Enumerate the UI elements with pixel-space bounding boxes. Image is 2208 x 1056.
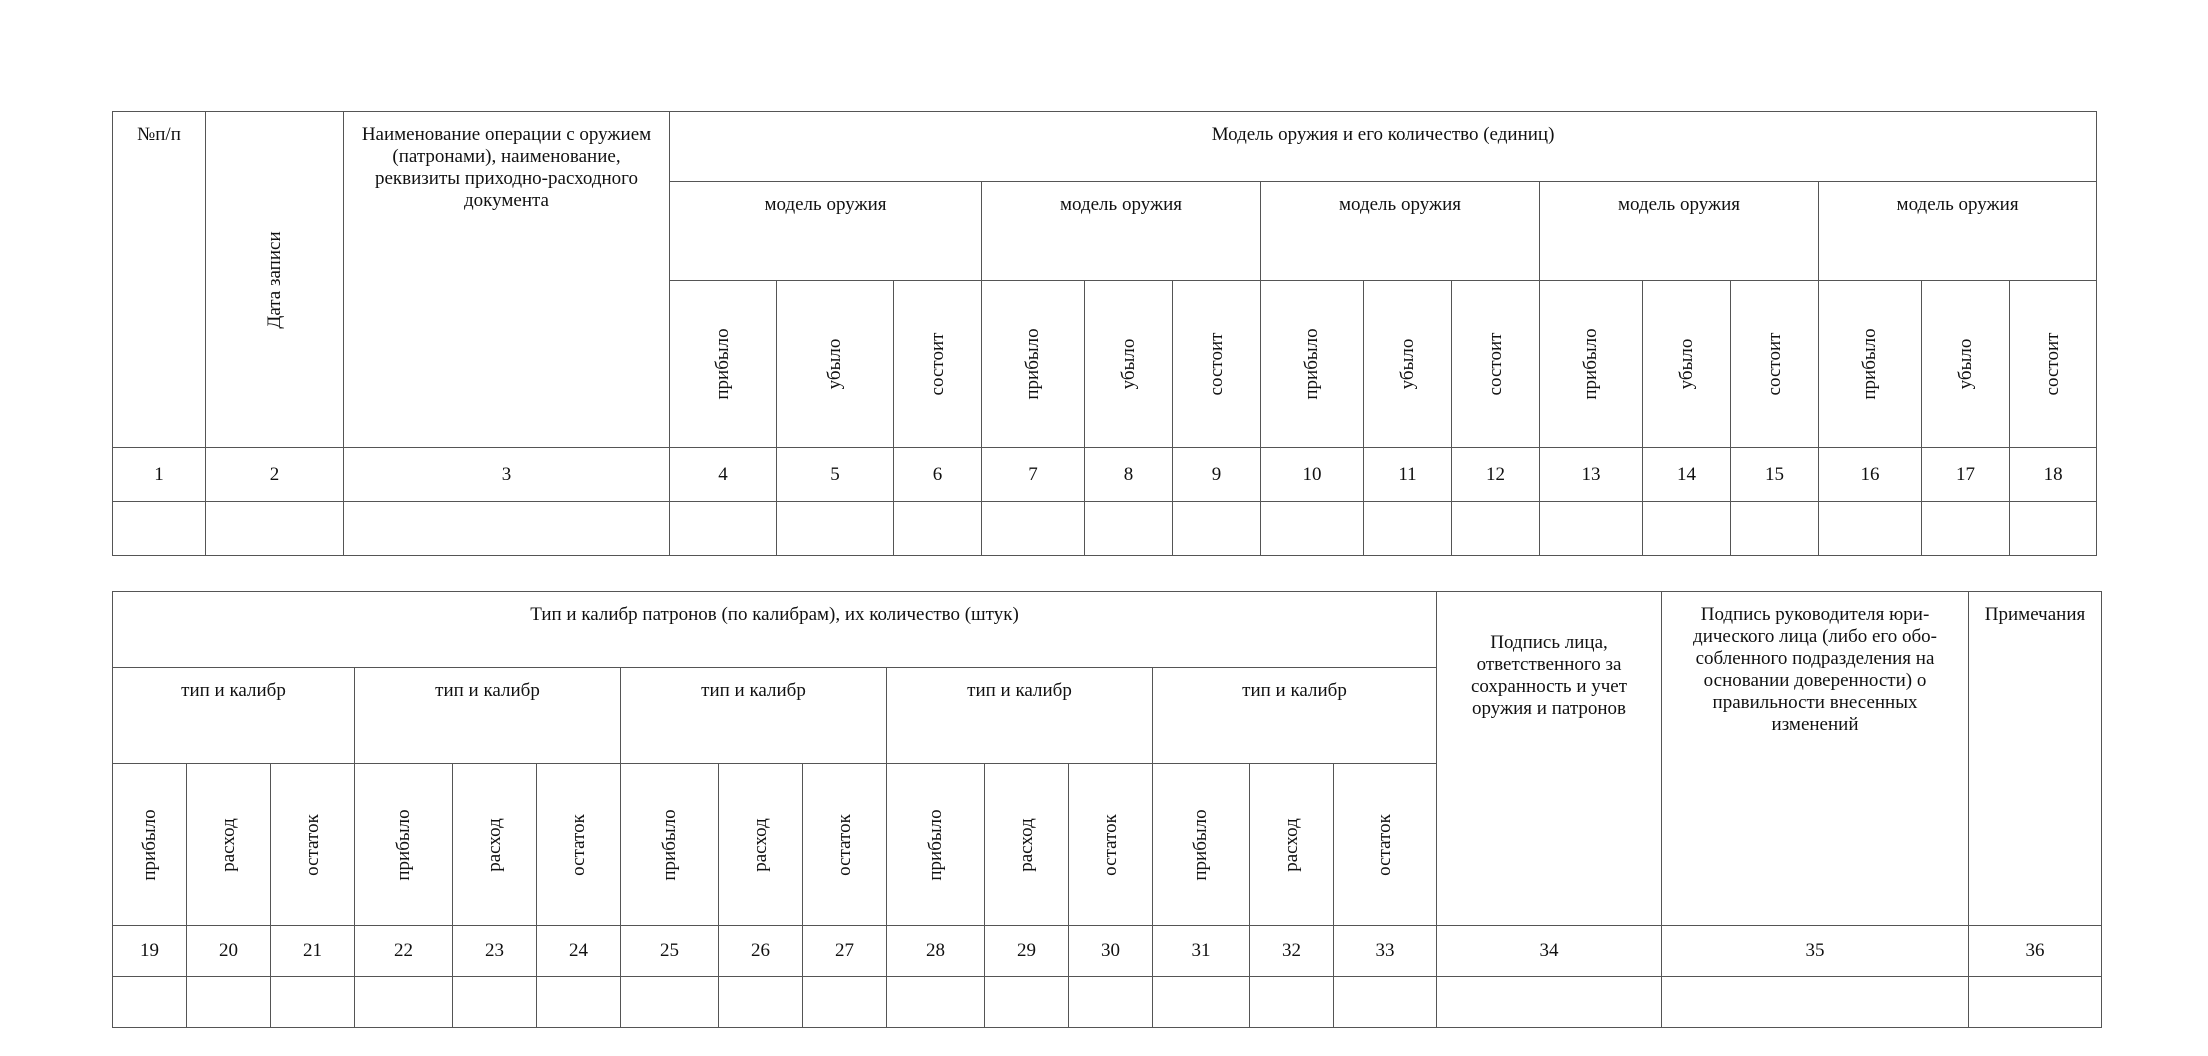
entry-cell[interactable] xyxy=(777,502,894,556)
header-head-signature: Подпись руководителя юри-дического лица (либо его обо-собленного подразделения на основании доверенности) о правильности внесенных изменений xyxy=(1662,592,1969,926)
column-number: 22 xyxy=(355,926,453,977)
header-balance: остаток xyxy=(271,764,355,926)
header-departed: убыло xyxy=(1922,281,2010,448)
entry-cell[interactable] xyxy=(355,977,453,1028)
header-caliber: тип и калибр xyxy=(887,668,1153,764)
column-number: 28 xyxy=(887,926,985,977)
entry-cell[interactable] xyxy=(1662,977,1969,1028)
header-expense: расход xyxy=(1250,764,1334,926)
entry-cell[interactable] xyxy=(1643,502,1731,556)
column-number: 33 xyxy=(1334,926,1437,977)
header-ammo-group: Тип и калибр патронов (по калибрам), их количество (штук) xyxy=(113,592,1437,668)
entry-cell[interactable] xyxy=(1969,977,2102,1028)
column-number: 6 xyxy=(894,448,982,502)
entry-cell[interactable] xyxy=(1085,502,1173,556)
column-number: 14 xyxy=(1643,448,1731,502)
column-number: 9 xyxy=(1173,448,1261,502)
header-weapon-model: модель оружия xyxy=(670,182,982,281)
entry-cell[interactable] xyxy=(2010,502,2097,556)
header-weapon-model: модель оружия xyxy=(982,182,1261,281)
header-arrived: прибыло xyxy=(1153,764,1250,926)
entry-cell[interactable] xyxy=(982,502,1085,556)
header-weapon-model: модель оружия xyxy=(1819,182,2097,281)
header-departed: убыло xyxy=(1643,281,1731,448)
entry-cell[interactable] xyxy=(1452,502,1540,556)
entry-cell[interactable] xyxy=(670,502,777,556)
column-number: 20 xyxy=(187,926,271,977)
table-row xyxy=(113,977,2102,1028)
column-number: 36 xyxy=(1969,926,2102,977)
entry-cell[interactable] xyxy=(1250,977,1334,1028)
header-arrived: прибыло xyxy=(113,764,187,926)
entry-cell[interactable] xyxy=(1173,502,1261,556)
header-on-hand: состоит xyxy=(2010,281,2097,448)
header-expense: расход xyxy=(187,764,271,926)
column-number: 27 xyxy=(803,926,887,977)
header-record-date: Дата записи xyxy=(206,112,344,448)
header-responsible-signature: Подпись лица, ответственного за сохранность и учет оружия и патронов xyxy=(1437,592,1662,926)
entry-cell[interactable] xyxy=(1819,502,1922,556)
column-number: 5 xyxy=(777,448,894,502)
column-number: 7 xyxy=(982,448,1085,502)
header-row-number: №п/п xyxy=(113,112,206,448)
header-balance: остаток xyxy=(803,764,887,926)
column-number: 1 xyxy=(113,448,206,502)
column-number: 3 xyxy=(344,448,670,502)
column-number: 29 xyxy=(985,926,1069,977)
header-on-hand: состоит xyxy=(1173,281,1261,448)
header-on-hand: состоит xyxy=(894,281,982,448)
weapons-register-table xyxy=(112,111,2097,556)
entry-cell[interactable] xyxy=(1069,977,1153,1028)
header-weapon-model: модель оружия xyxy=(1540,182,1819,281)
header-balance: остаток xyxy=(1069,764,1153,926)
header-weapon-model: модель оружия xyxy=(1261,182,1540,281)
column-number: 24 xyxy=(537,926,621,977)
header-departed: убыло xyxy=(1085,281,1173,448)
header-operation-name: Наименование операции с оружием (патронами), наименование, реквизиты приходно-расходного документа xyxy=(344,112,670,448)
entry-cell[interactable] xyxy=(719,977,803,1028)
entry-cell[interactable] xyxy=(621,977,719,1028)
entry-cell[interactable] xyxy=(1922,502,2010,556)
column-number: 23 xyxy=(453,926,537,977)
table-row xyxy=(113,502,2097,556)
header-caliber: тип и калибр xyxy=(355,668,621,764)
header-arrived: прибыло xyxy=(887,764,985,926)
header-on-hand: состоит xyxy=(1731,281,1819,448)
entry-cell[interactable] xyxy=(887,977,985,1028)
header-arrived: прибыло xyxy=(1261,281,1364,448)
column-number: 26 xyxy=(719,926,803,977)
column-number: 8 xyxy=(1085,448,1173,502)
header-on-hand: состоит xyxy=(1452,281,1540,448)
column-number: 2 xyxy=(206,448,344,502)
entry-cell[interactable] xyxy=(985,977,1069,1028)
entry-cell[interactable] xyxy=(1261,502,1364,556)
header-departed: убыло xyxy=(777,281,894,448)
entry-cell[interactable] xyxy=(1153,977,1250,1028)
column-number: 4 xyxy=(670,448,777,502)
header-caliber: тип и калибр xyxy=(113,668,355,764)
column-number: 18 xyxy=(2010,448,2097,502)
column-number: 21 xyxy=(271,926,355,977)
header-arrived: прибыло xyxy=(621,764,719,926)
entry-cell[interactable] xyxy=(113,977,187,1028)
entry-cell[interactable] xyxy=(453,977,537,1028)
entry-cell[interactable] xyxy=(537,977,621,1028)
header-notes: Примечания xyxy=(1969,592,2102,926)
entry-cell[interactable] xyxy=(1437,977,1662,1028)
header-balance: остаток xyxy=(1334,764,1437,926)
entry-cell[interactable] xyxy=(206,502,344,556)
entry-cell[interactable] xyxy=(113,502,206,556)
column-number: 35 xyxy=(1662,926,1969,977)
header-arrived: прибыло xyxy=(355,764,453,926)
header-weapon-group: Модель оружия и его количество (единиц) xyxy=(670,112,2097,182)
column-number: 12 xyxy=(1452,448,1540,502)
header-balance: остаток xyxy=(537,764,621,926)
column-number: 31 xyxy=(1153,926,1250,977)
column-number: 17 xyxy=(1922,448,2010,502)
header-departed: убыло xyxy=(1364,281,1452,448)
header-caliber: тип и калибр xyxy=(621,668,887,764)
header-arrived: прибыло xyxy=(670,281,777,448)
column-number: 19 xyxy=(113,926,187,977)
column-number: 13 xyxy=(1540,448,1643,502)
entry-cell[interactable] xyxy=(271,977,355,1028)
column-number: 10 xyxy=(1261,448,1364,502)
entry-cell[interactable] xyxy=(344,502,670,556)
column-number: 30 xyxy=(1069,926,1153,977)
header-expense: расход xyxy=(985,764,1069,926)
header-caliber: тип и калибр xyxy=(1153,668,1437,764)
entry-cell[interactable] xyxy=(187,977,271,1028)
column-number: 11 xyxy=(1364,448,1452,502)
entry-cell[interactable] xyxy=(894,502,982,556)
entry-cell[interactable] xyxy=(803,977,887,1028)
column-number: 34 xyxy=(1437,926,1662,977)
entry-cell[interactable] xyxy=(1334,977,1437,1028)
entry-cell[interactable] xyxy=(1364,502,1452,556)
column-number: 16 xyxy=(1819,448,1922,502)
entry-cell[interactable] xyxy=(1731,502,1819,556)
ammunition-register-table xyxy=(112,591,2102,1028)
header-expense: расход xyxy=(453,764,537,926)
column-number: 15 xyxy=(1731,448,1819,502)
entry-cell[interactable] xyxy=(1540,502,1643,556)
header-arrived: прибыло xyxy=(1819,281,1922,448)
header-expense: расход xyxy=(719,764,803,926)
header-arrived: прибыло xyxy=(982,281,1085,448)
column-number: 32 xyxy=(1250,926,1334,977)
header-arrived: прибыло xyxy=(1540,281,1643,448)
column-number: 25 xyxy=(621,926,719,977)
